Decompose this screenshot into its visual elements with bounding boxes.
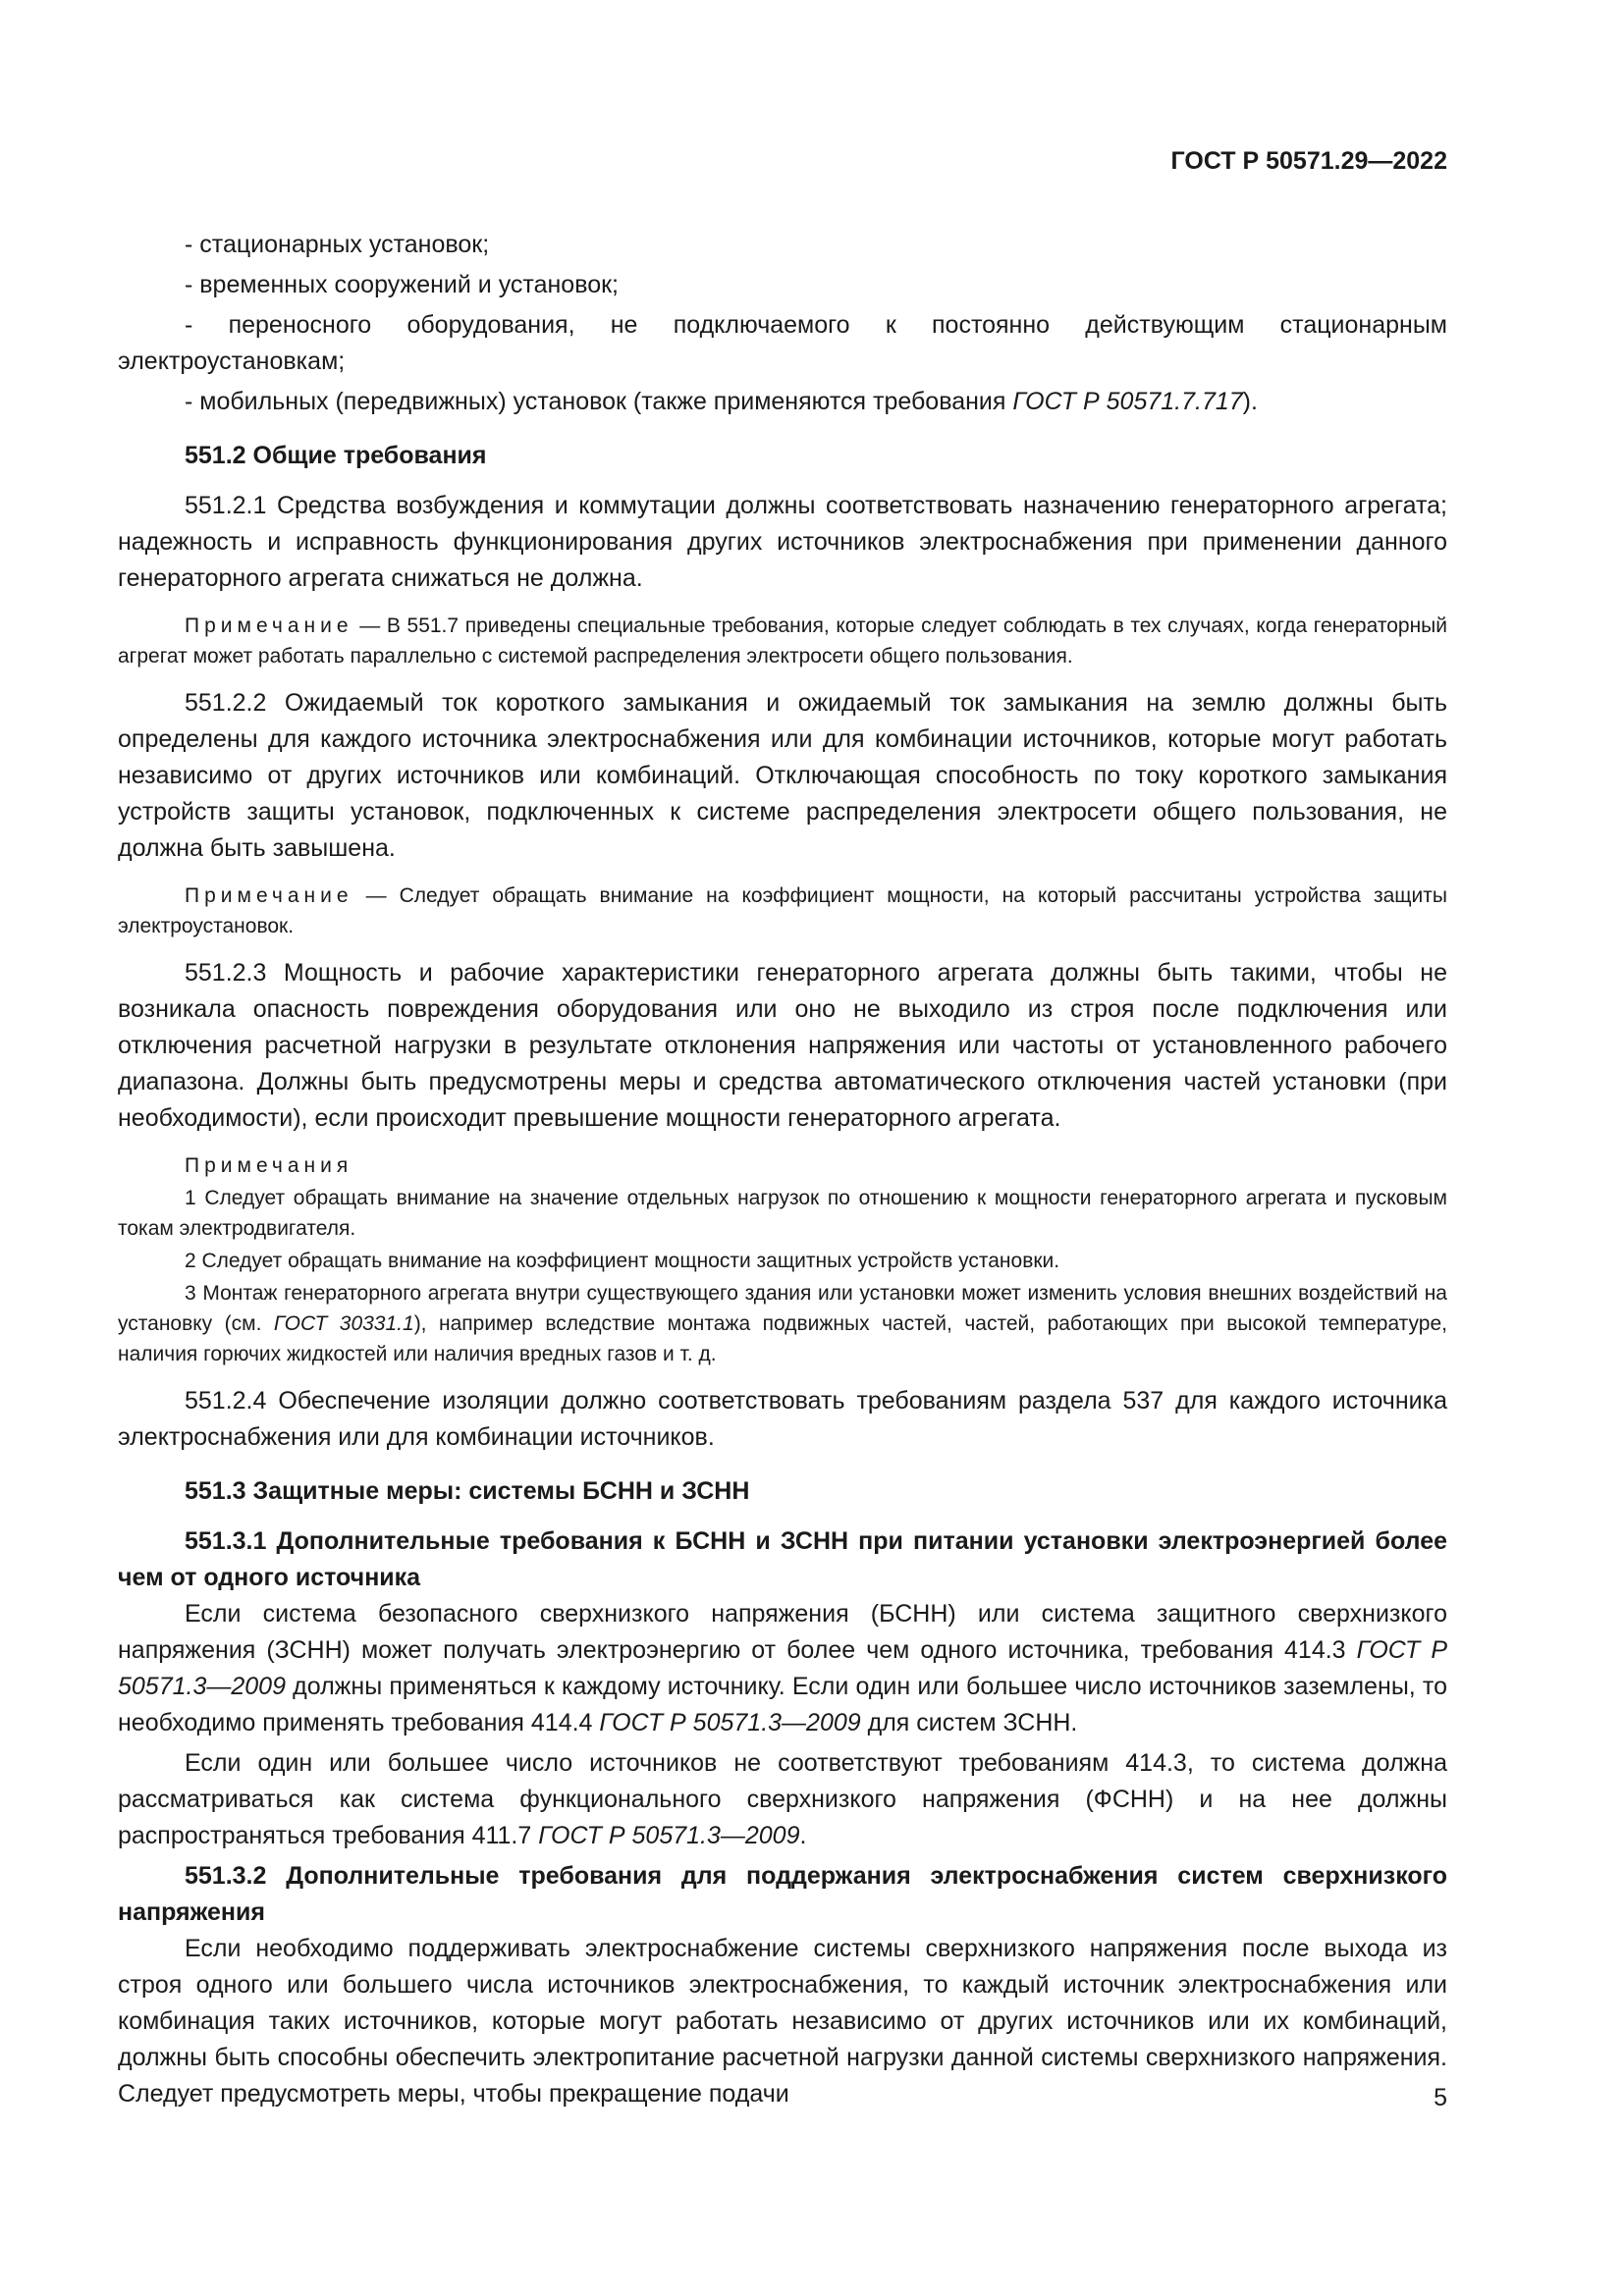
paragraph-551-2-1: 551.2.1 Средства возбуждения и коммутации должны соответствовать назначению генераторного агрегата; надежность и исправность функционирования других источников электроснабжения при применении данного генераторного агрегата снижаться не должна. — [118, 492, 1447, 592]
standard-reference: ГОСТ Р 50571.7.717 — [1012, 388, 1243, 415]
page-number: 5 — [1434, 2084, 1447, 2111]
note-label: Примечание — [185, 884, 353, 907]
subsection-heading-551-3-1: 551.3.1 Дополнительные требования к БСНН и ЗСНН при питании установки электроэнергией более чем от одного источника — [118, 1527, 1447, 1591]
list-item: - переносного оборудования, не подключаемого к постоянно действующим стационарным электроустановкам; — [118, 311, 1447, 375]
document-id-header: ГОСТ Р 50571.29—2022 — [1170, 147, 1447, 175]
list-item: - мобильных (передвижных) установок (также применяются требования ГОСТ Р 50571.7.717). — [185, 388, 1258, 415]
note-item-2: 2 Следует обращать внимание на коэффициент мощности защитных устройств установки. — [185, 1250, 1060, 1272]
notes-label: Примечания — [185, 1154, 353, 1177]
paragraph: Если система безопасного сверхнизкого напряжения (БСНН) или система защитного сверхнизкого напряжения (ЗСНН) может получать электроэнергию от более чем одного источника, требования 414.3 ГОСТ Р 50571.3—2009 должны применяться к каждому источнику. Если один или большее число источников заземлены, то необходимо применять требования 414.4 ГОСТ Р 50571.3—2009 для систем ЗСНН. — [118, 1600, 1447, 1736]
paragraph: Если необходимо поддерживать электроснабжение системы сверхнизкого напряжения после выхода из строя одного или большего числа источников электроснабжения, то каждый источник электроснабжения или комбинация таких источников, которые могут работать независимо от других источников или их комбинаций, должны быть способны обеспечить электропитание расчетной нагрузки данной системы сверхнизкого напряжения. Следует предусмотреть меры, чтобы прекращение подачи — [118, 1935, 1447, 2108]
paragraph: Если один или большее число источников не соответствуют требованиям 414.3, то система должна рассматриваться как система функционального сверхнизкого напряжения (ФСНН) и на нее должны распространяться требования 411.7 ГОСТ Р 50571.3—2009. — [118, 1749, 1447, 1849]
paragraph-551-2-3: 551.2.3 Мощность и рабочие характеристики генераторного агрегата должны быть такими, чтобы не возникала опасность повреждения оборудования или оно не выходило из строя после подключения или отключения расчетной нагрузки в результате отклонения напряжения или частоты от установленного рабочего диапазона. Должны быть предусмотрены меры и средства автоматического отключения частей установки (при необходимости), если происходит превышение мощности генераторного агрегата. — [118, 959, 1447, 1132]
note-label: Примечание — [185, 614, 353, 637]
subsection-heading-551-3-2: 551.3.2 Дополнительные требования для поддержания электроснабжения систем сверхнизкого напряжения — [118, 1862, 1447, 1926]
document-page — [118, 147, 1447, 2116]
paragraph-551-2-2: 551.2.2 Ожидаемый ток короткого замыкания и ожидаемый ток замыкания на землю должны быть определены для каждого источника электроснабжения или для комбинации источников, которые могут работать независимо от других источников или комбинаций. Отключающая способность по току короткого замыкания устройств защиты установок, подключенных к системе распределения электросети общего пользования, не должна быть завышена. — [118, 689, 1447, 862]
note-item-3: 3 Монтаж генераторного агрегата внутри существующего здания или установки может изменить условия внешних воздействий на установку (см. ГОСТ 30331.1), например вследствие монтажа подвижных частей, частей, работающих при высокой температуре, наличия горючих жидкостей или наличия вредных газов и т. д. — [118, 1282, 1447, 1365]
section-heading-551-2: 551.2 Общие требования — [185, 442, 487, 469]
note: Примечание — В 551.7 приведены специальные требования, которые следует соблюдать в тех случаях, когда генераторный агрегат может работать параллельно с системой распределения электросети общего пользования. — [118, 614, 1447, 667]
standard-reference: ГОСТ Р 50571.3—2009 — [538, 1822, 800, 1849]
note: Примечание — Следует обращать внимание на коэффициент мощности, на который рассчитаны устройства защиты электроустановок. — [118, 884, 1447, 937]
standard-reference: ГОСТ Р 50571.3—2009 — [118, 1636, 1447, 1700]
standard-reference: ГОСТ 30331.1 — [273, 1312, 414, 1335]
section-heading-551-3: 551.3 Защитные меры: системы БСНН и ЗСНН — [185, 1477, 750, 1505]
standard-reference: ГОСТ Р 50571.3—2009 — [599, 1709, 861, 1736]
list-item: - стационарных установок; — [185, 231, 490, 258]
list-item: - временных сооружений и установок; — [185, 271, 619, 298]
note-item-1: 1 Следует обращать внимание на значение отдельных нагрузок по отношению к мощности генераторного агрегата и пусковым токам электродвигателя. — [118, 1187, 1447, 1240]
paragraph-551-2-4: 551.2.4 Обеспечение изоляции должно соответствовать требованиям раздела 537 для каждого источника электроснабжения или для комбинации источников. — [118, 1387, 1447, 1451]
